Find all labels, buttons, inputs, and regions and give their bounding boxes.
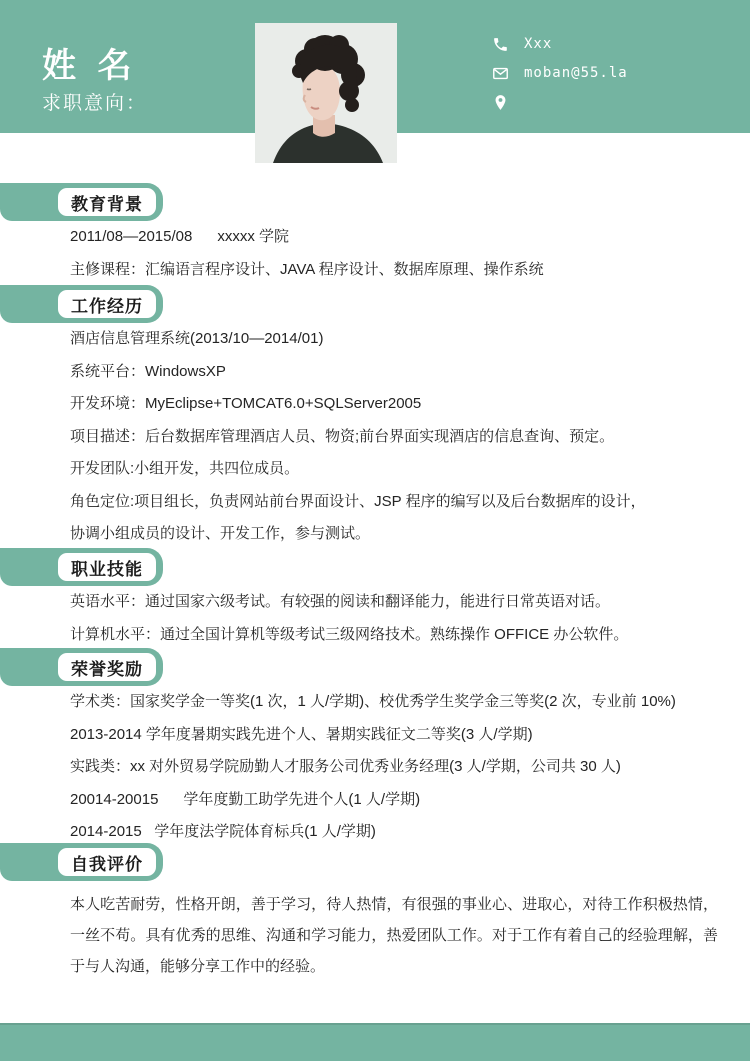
work-line: 系统平台：WindowsXP [70,362,226,380]
contact-block [492,33,628,120]
honor-line: 2013-2014 学年度暑期实践先进个人、暑期实践征文二等奖(3 人/学期) [70,725,533,743]
phone-icon [492,36,509,53]
section-title-box [58,290,156,318]
skill-line: 英语水平：通过国家六级考试。有较强的阅读和翻译能力，能进行日常英语对话。 [70,593,611,610]
contact-row-email [492,62,628,84]
job-intent-label: 求职意向： [42,93,148,114]
section-body [70,323,718,551]
section-ribbon [0,843,163,881]
section-ribbon [0,548,163,586]
section-title: 工作经历 [71,296,143,316]
section-title: 职业技能 [71,559,143,579]
skill-line: 计算机水平：通过全国计算机等级考试三级网络技术。熟练操作 OFFICE 办公软件。 [70,625,629,643]
work-line: 开发环境：MyEclipse+TOMCAT6.0+SQLServer2005 [70,395,422,412]
section-body [70,686,718,849]
section-title: 教育背景 [71,194,143,214]
work-line: 角色定位:项目组长，负责网站前台界面设计、JSP 程序的编写以及后台数据库的设计， [70,492,646,510]
contact-row-address [492,91,628,113]
contact-row-phone [492,33,628,55]
section-body [70,586,718,651]
footer-bar [0,1023,750,1061]
self-evaluation-paragraph: 本人吃苦耐劳，性格开朗，善于学习，待人热情，有很强的事业心、进取心，对待工作积极热情，一丝不苟。具有优秀的思维、沟通和学习能力，热爱团队工作。对于工作有着自己的经验理解，善于与人沟通，能够分享工作中的经验。 [70,896,718,975]
education-line: 主修课程：汇编语言程序设计、JAVA 程序设计、数据库原理、操作系统 [70,260,544,278]
phone-value: Xxx [524,36,553,52]
section-title-box [58,848,156,876]
email-value: moban@55.la [524,65,628,81]
section-body [70,221,718,286]
profile-photo [255,23,397,163]
work-line: 开发团队:小组开发，共四位成员。 [70,460,300,477]
section-ribbon [0,285,163,323]
work-line: 项目描述：后台数据库管理酒店人员、物资;前台界面实现酒店的信息查询、预定。 [70,427,615,445]
work-line: 酒店信息管理系统(2013/10—2014/01) [70,330,324,347]
portrait-illustration [255,23,397,163]
candidate-name: 姓 名 [42,47,138,85]
section-title: 自我评价 [71,854,143,874]
location-icon [492,94,509,111]
honor-line: 20014-20015 学年度勤工助学先进个人(1 人/学期) [70,790,421,808]
section-title: 荣誉奖励 [71,659,143,679]
section-title-box [58,653,156,681]
section-ribbon [0,648,163,686]
education-line: 2011/08—2015/08 xxxxx 学院 [70,228,290,245]
work-line: 协调小组成员的设计、开发工作，参与测试。 [70,525,371,542]
mail-icon [492,65,509,82]
section-body [70,881,718,982]
honor-line: 实践类：xx 对外贸易学院励勤人才服务公司优秀业务经理(3 人/学期，公司共 30 人) [70,758,621,775]
section-ribbon [0,183,163,221]
honor-line: 2014-2015 学年度法学院体育标兵(1 人/学期) [70,823,376,840]
section-title-box [58,553,156,581]
honor-line: 学术类：国家奖学金一等奖(1 次，1 人/学期)、校优秀学生奖学金三等奖(2 次，专业前 10%) [70,693,676,710]
section-title-box [58,188,156,216]
